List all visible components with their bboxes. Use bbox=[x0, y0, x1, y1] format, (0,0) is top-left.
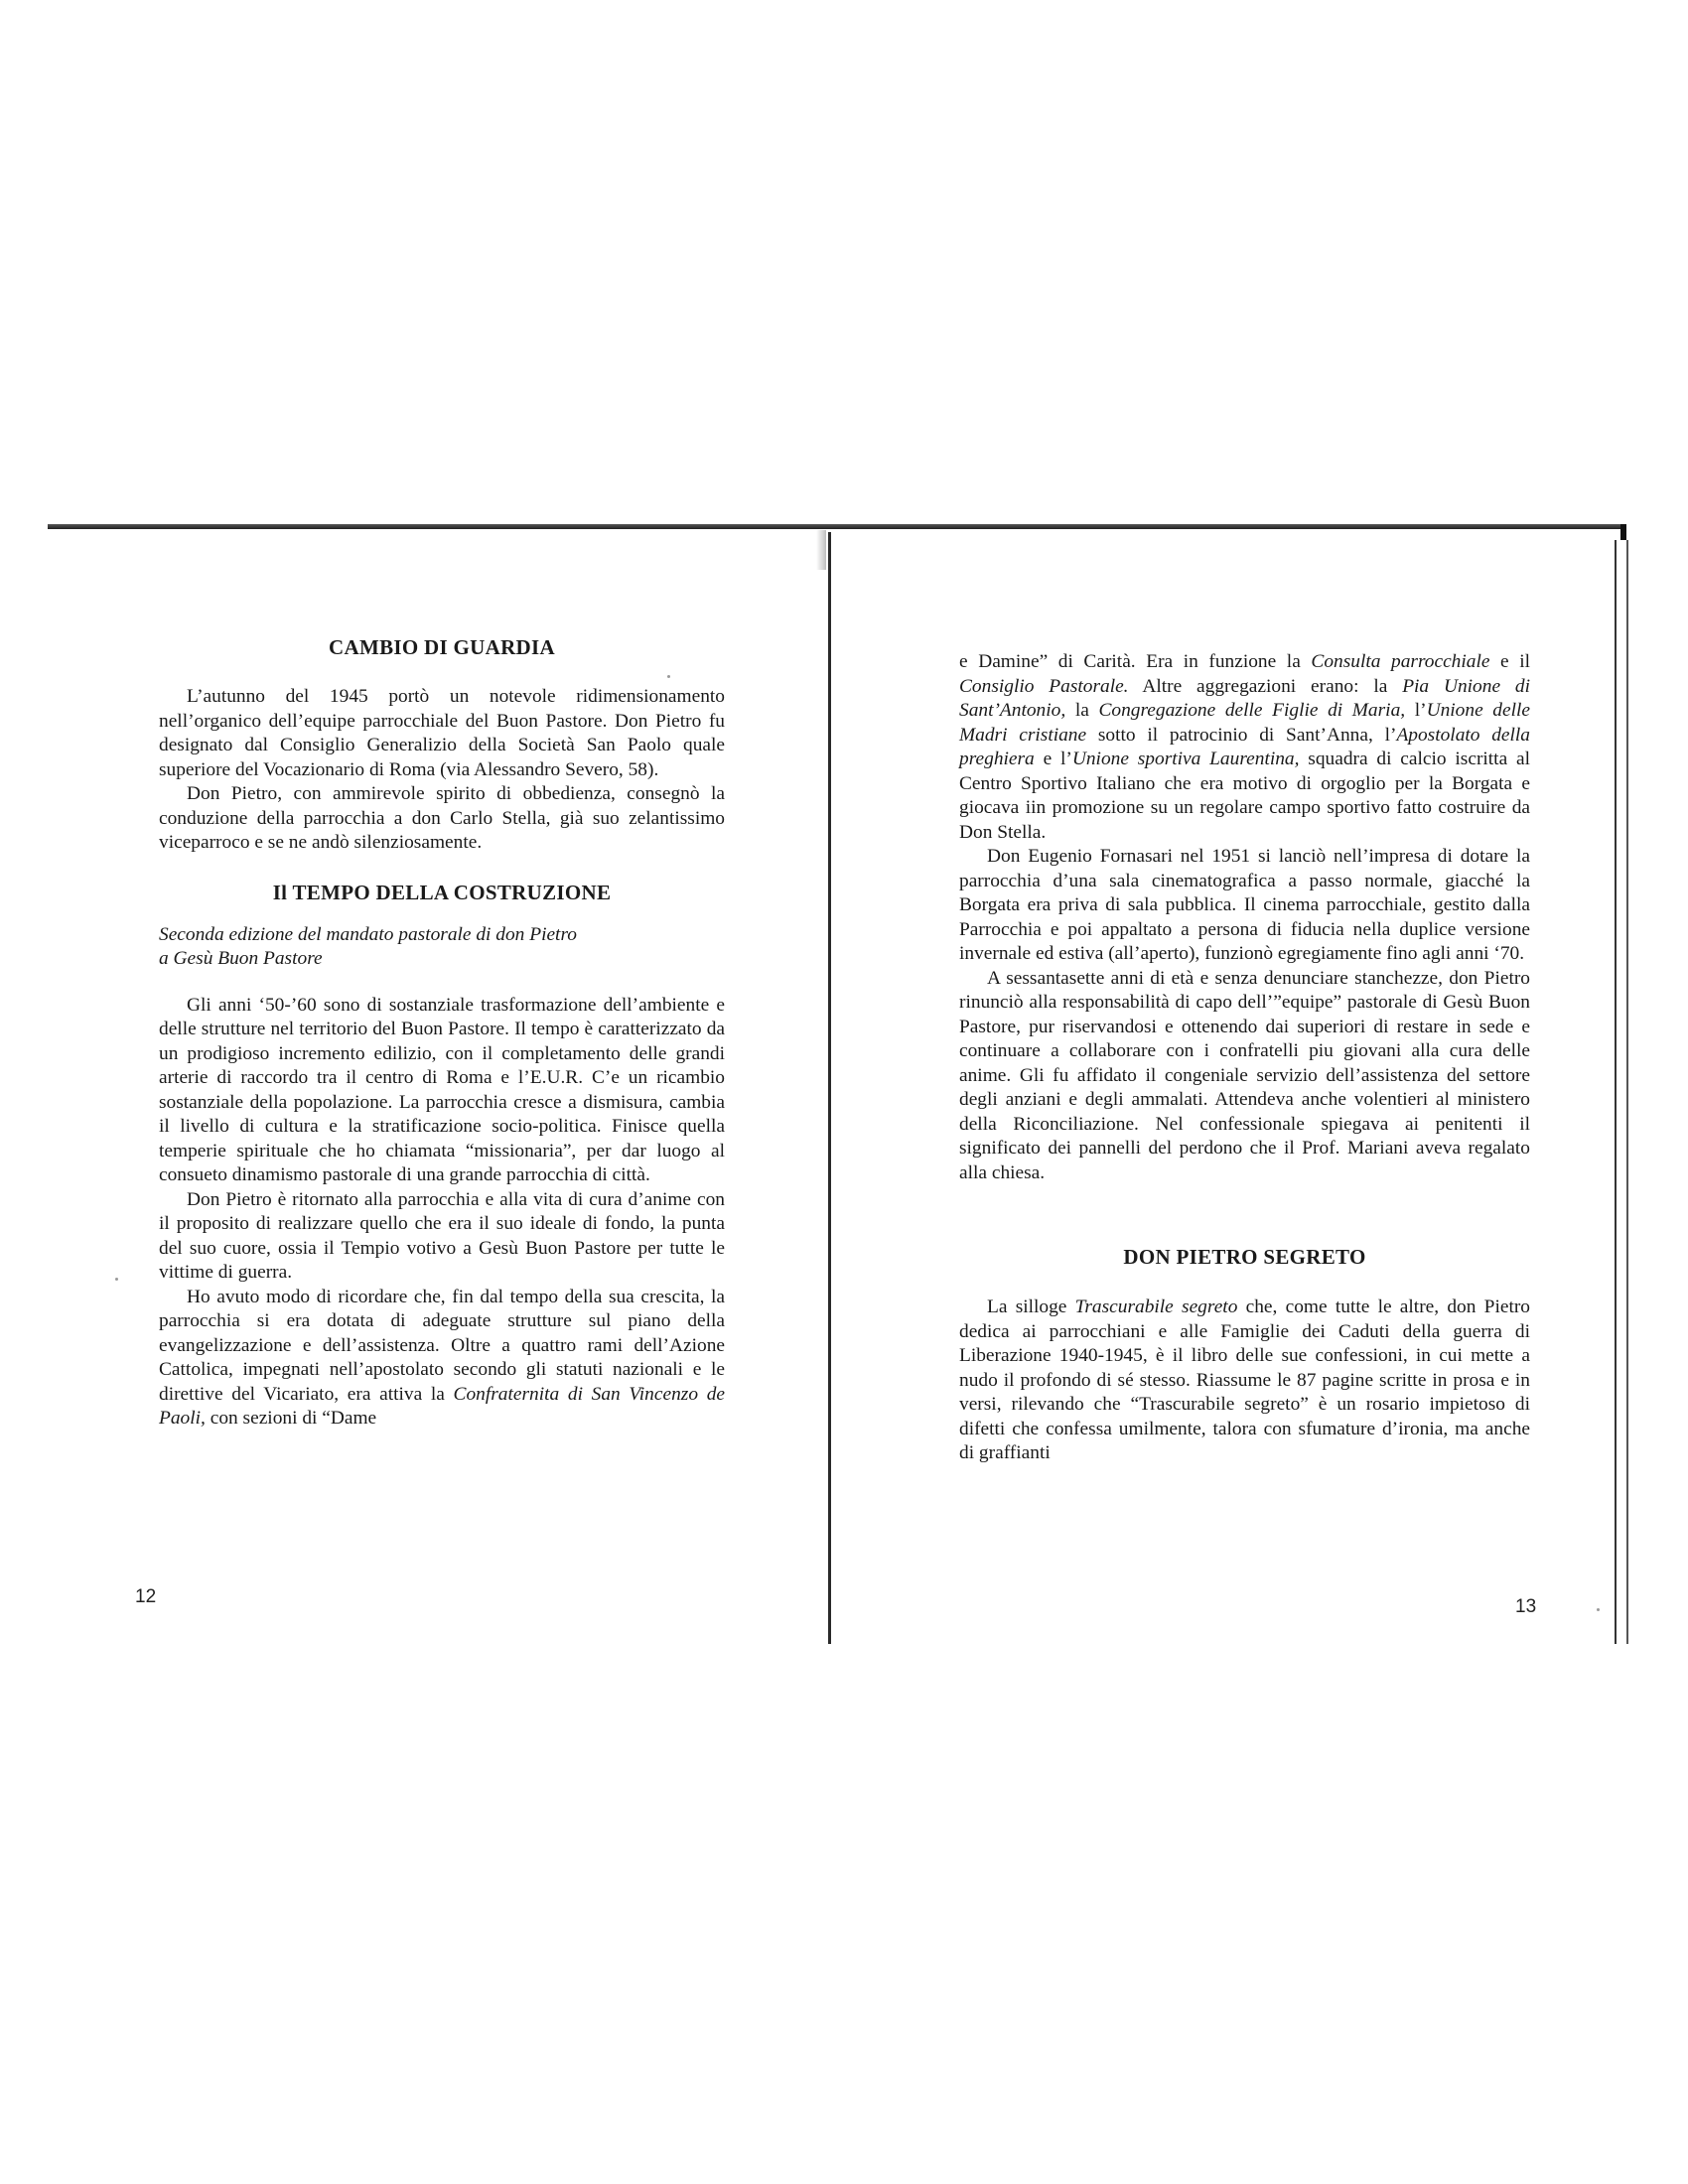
spine-shadow bbox=[816, 530, 826, 570]
section-heading-cambio-di-guardia: CAMBIO DI GUARDIA bbox=[329, 635, 555, 659]
right-page bbox=[959, 650, 1530, 1466]
paragraph-text: che, come tutte le altre, don Pietro dedica ai parrocchiani e alle Famiglie dei Caduti della guerra di Liberazione 1940-1945, è il libro delle sue confessioni, in cui mette a nudo il profondo di sé stesso. Riassume le 87 pagine scritte in prosa e in versi, rilevando che “Trascurabile segreto” è un rosario impietoso di difetti che confessa umilmente, talora con sfumature d’ironia, ma anche di graffianti bbox=[959, 1297, 1530, 1463]
book-top-edge bbox=[48, 524, 1626, 529]
section-heading-don-pietro-segreto: DON PIETRO SEGRETO bbox=[1123, 1245, 1366, 1269]
association-name: Unione delle Madri cristiane bbox=[959, 700, 1530, 746]
paragraph-text: con sezioni di “Dame bbox=[205, 1408, 377, 1429]
paragraph-text: Altre aggregazioni erano: la bbox=[1128, 675, 1403, 697]
paragraph-text: squadra di calcio iscritta al Centro Sportivo Italiano che era motivo di orgoglio per la Borgata e giocava iin promozione su un regolare campo sportivo fatto costruire da Don Stella. bbox=[959, 749, 1530, 843]
book-spine bbox=[828, 532, 831, 1644]
left-page bbox=[159, 635, 725, 1432]
association-name: Congregazione delle Figlie di Maria, bbox=[1098, 700, 1406, 721]
paragraph: Don Pietro è ritornato alla parrocchia e alla vita di cura d’anime con il proposito di realizzare quello che era il suo ideale di fondo, la punta del suo cuore, ossia il Tempio votivo a Gesù Buon Pastore per tutte le vittime di guerra. bbox=[159, 1188, 725, 1283]
confraternita-name: Confraternita di San Vincenzo de Paoli, bbox=[159, 1383, 726, 1429]
paragraph bbox=[959, 650, 1530, 845]
paragraph-text: e Damine” di Carità. Era in funzione la bbox=[959, 651, 1312, 672]
book-top-edge-corner bbox=[1620, 524, 1626, 540]
paragraph: Don Pietro, con ammirevole spirito di obbedienza, consegnò la conduzione della parrocchia a don Carlo Stella, già suo zelantissimo viceparroco e se ne andò silenziosamente. bbox=[159, 783, 725, 853]
association-name: Unione sportiva Laurentina, bbox=[1071, 749, 1300, 769]
paragraph-text: l’ bbox=[1405, 700, 1427, 721]
paragraph-text: e il bbox=[1489, 651, 1530, 672]
page-number-right: 13 bbox=[1515, 1596, 1537, 1617]
association-name: Consiglio Pastorale. bbox=[959, 675, 1129, 697]
paragraph-text: e l’ bbox=[1034, 749, 1072, 769]
section-heading-tempo-costruzione: Il TEMPO DELLA COSTRUZIONE bbox=[272, 880, 612, 904]
association-name: Apostolato della preghiera bbox=[959, 724, 1530, 769]
paragraph bbox=[959, 1296, 1530, 1466]
paragraph: L’autunno del 1945 portò un notevole ridimensionamento nell’organico dell’equipe parrocchiale del Buon Pastore. Don Pietro fu designato dal Consiglio Generalizio della Società San Paolo quale superiore del Vocazionario di Roma (via Alessandro Severo, 58). bbox=[159, 686, 725, 780]
scan-speck bbox=[115, 1278, 118, 1281]
scan-speck bbox=[1597, 1608, 1600, 1611]
paragraph-text: la bbox=[1065, 700, 1099, 721]
subtitle-line: a Gesù Buon Pastore bbox=[159, 948, 323, 969]
book-title: Trascurabile segreto bbox=[1074, 1297, 1238, 1317]
subtitle-line: Seconda edizione del mandato pastorale di don Pietro bbox=[159, 923, 577, 945]
paragraph-text: Ho avuto modo di ricordare che, fin dal tempo della sua crescita, la parrocchia si era dotata di adeguate strutture sul piano della evangelizzazione e dell’assistenza. Oltre a quattro rami dell’Azione Cattolica, impegnati nell’apostolato secondo gli statuti nazionali e le direttive del Vicariato, era attiva la bbox=[159, 1286, 725, 1405]
association-name: Pia Unione di Sant’Antonio, bbox=[959, 675, 1530, 721]
page-number-left: 12 bbox=[135, 1586, 157, 1607]
association-name: Consulta parrocchiale bbox=[1311, 651, 1490, 672]
right-page-edge bbox=[1615, 540, 1628, 1644]
paragraph: Gli anni ‘50-’60 sono di sostanziale trasformazione dell’ambiente e delle strutture nel territorio del Buon Pastore. Il tempo è caratterizzato da un prodigioso incremento edilizio, con il completamento delle grandi arterie di raccordo tra il centro di Roma e l’E.U.R. C’e un ricambio sostanziale della popolazione. La parrocchia cresce a dismisura, cambia il livello di cultura e la stratificazione socio-politica. Finisce quella temperie spirituale che ho chiamata “missionaria”, per dar luogo al consueto dinamismo pastorale di una grande parrocchia di città. bbox=[159, 994, 725, 1185]
section-subtitle bbox=[159, 923, 725, 972]
paragraph-text: sotto il patrocinio di Sant’Anna, l’ bbox=[1086, 724, 1397, 746]
paragraph bbox=[159, 1286, 725, 1432]
paragraph: Don Eugenio Fornasari nel 1951 si lanciò nell’impresa di dotare la parrocchia d’una sala cinematografica a passo normale, giacché la Borgata era priva di sala pubblica. Il cinema parrocchiale, gestito dalla Parrocchia e poi appaltato a persona di fiducia nella duplice versione invernale ed estiva (all’aperto), funzionò egregiamente fino agli anni ‘70. bbox=[959, 846, 1530, 964]
paragraph-text: La silloge bbox=[987, 1297, 1075, 1317]
paragraph: A sessantasette anni di età e senza denunciare stanchezze, don Pietro rinunciò alla responsabilità di capo dell’”equipe” pastorale di Gesù Buon Pastore, pur riservandosi e ottenendo dai superiori di restare in sede e continuare a collaborare con i confratelli piu giovani alla cura delle anime. Gli fu affidato il congeniale servizio dell’assistenza del settore degli anziani e degli ammalati. Attendeva anche volentieri al ministero della Riconciliazione. Nel confessionale spiegava ai penitenti il significato dei pannelli del perdono che il Prof. Mariani aveva regalato alla chiesa. bbox=[959, 967, 1530, 1183]
